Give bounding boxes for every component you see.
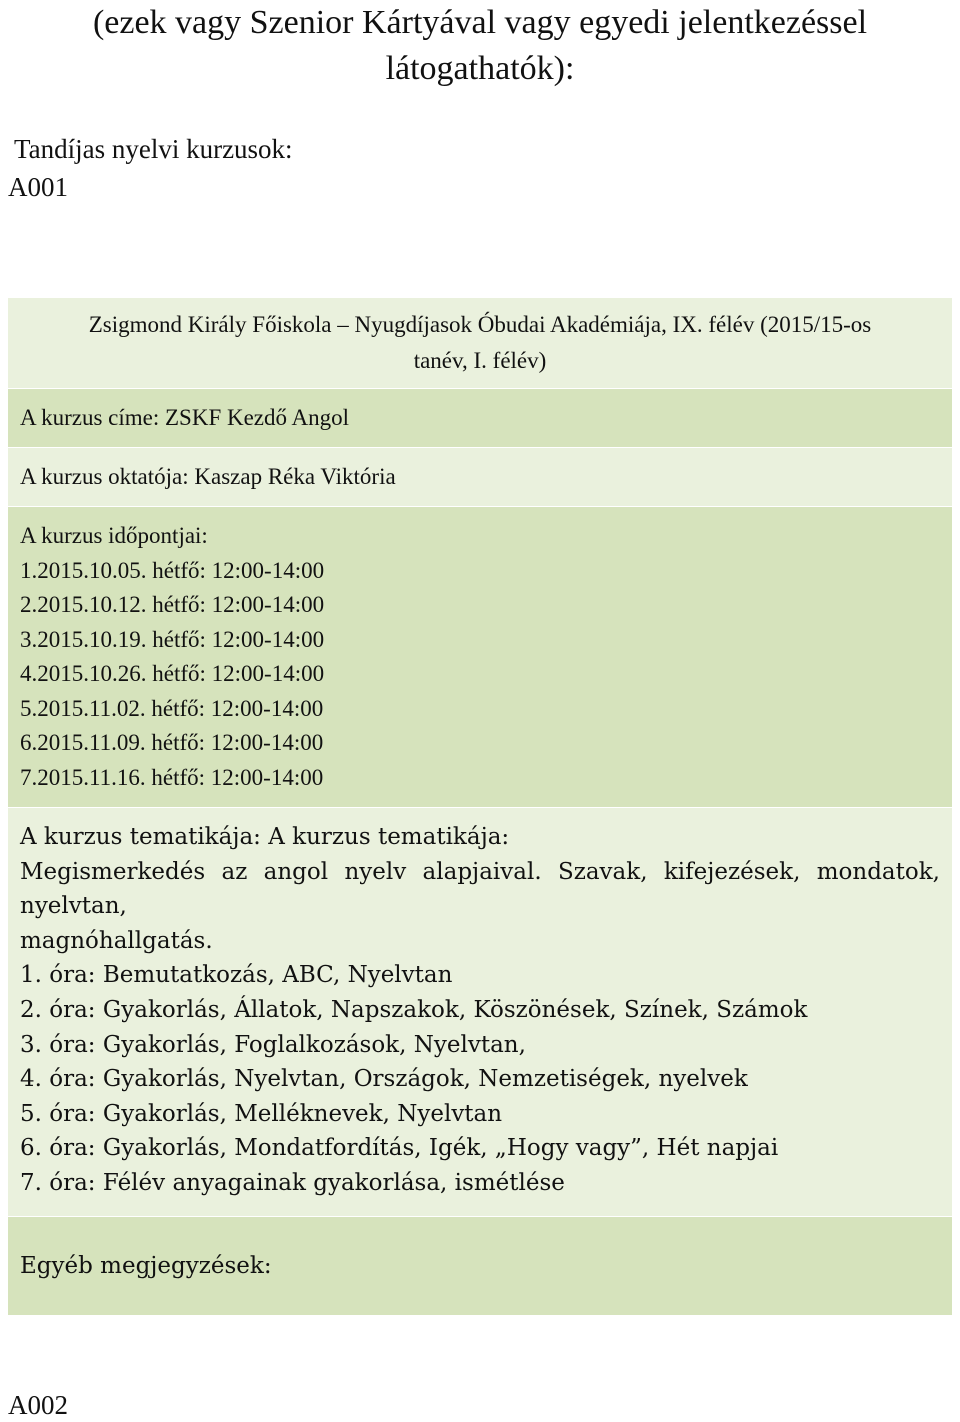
course-institution-row bbox=[8, 298, 953, 389]
schedule-label: A kurzus időpontjai: bbox=[20, 523, 208, 548]
lesson-item: 1. óra: Bemutatkozás, ABC, Nyelvtan bbox=[20, 962, 453, 989]
next-course-code: A002 bbox=[8, 1390, 68, 1420]
course-topics-cell bbox=[8, 808, 953, 1217]
schedule-item: 5.2015.11.02. hétfő: 12:00-14:00 bbox=[20, 695, 324, 721]
course-schedule-row bbox=[8, 507, 953, 808]
lesson-item: 5. óra: Gyakorlás, Melléknevek, Nyelvtan bbox=[20, 1100, 503, 1127]
course-institution-line-1: Zsigmond Király Főiskola – Nyugdíjasok Óbudai Akadémiája, IX. félév (2015/15-os bbox=[88, 312, 872, 337]
course-notes: Egyéb megjegyzések: bbox=[8, 1217, 953, 1316]
lesson-item: 7. óra: Félév anyagainak gyakorlása, ismétlése bbox=[20, 1169, 565, 1196]
course-instructor: A kurzus oktatója: Kaszap Réka Viktória bbox=[8, 448, 953, 507]
course-topics-row bbox=[8, 808, 953, 1217]
course-name-row bbox=[8, 389, 953, 448]
course-schedule-cell bbox=[8, 507, 953, 808]
course-code: A001 bbox=[8, 172, 68, 202]
course-notes-row bbox=[8, 1217, 953, 1316]
course-name: A kurzus címe: ZSKF Kezdő Angol bbox=[8, 389, 953, 448]
schedule-item: 6.2015.11.09. hétfő: 12:00-14:00 bbox=[20, 730, 324, 755]
page-heading-line-2: látogathatók): bbox=[385, 50, 575, 87]
topics-intro-line-1: Megismerkedés az angol nyelv alapjaival. Szavak, kifejezések, mondatok, nyelvtan, bbox=[20, 858, 940, 920]
section-label: Tandíjas nyelvi kurzusok: bbox=[14, 134, 293, 164]
schedule-item: 7.2015.11.16. hétfő: 12:00-14:00 bbox=[20, 764, 324, 790]
course-table bbox=[7, 297, 953, 1316]
course-institution-cell bbox=[8, 298, 953, 389]
schedule-item: 4.2015.10.26. hétfő: 12:00-14:00 bbox=[20, 661, 325, 686]
lesson-item: 6. óra: Gyakorlás, Mondatfordítás, Igék, „Hogy vagy”, Hét napjai bbox=[20, 1135, 779, 1162]
course-institution-line-2: tanév, I. félév) bbox=[413, 348, 547, 373]
topics-label: A kurzus tematikája: A kurzus tematikája: bbox=[20, 824, 510, 850]
course-instructor-row bbox=[8, 448, 953, 507]
schedule-item: 2.2015.10.12. hétfő: 12:00-14:00 bbox=[20, 592, 325, 617]
page-heading-line-1: (ezek vagy Szenior Kártyával vagy egyedi jelentkezéssel bbox=[92, 4, 868, 41]
topics-intro-line-2: magnóhallgatás. bbox=[20, 927, 213, 954]
lesson-item: 4. óra: Gyakorlás, Nyelvtan, Országok, Nemzetiségek, nyelvek bbox=[20, 1066, 748, 1093]
schedule-item: 3.2015.10.19. hétfő: 12:00-14:00 bbox=[20, 626, 325, 652]
lesson-item: 3. óra: Gyakorlás, Foglalkozások, Nyelvtan, bbox=[20, 1031, 526, 1058]
lesson-item: 2. óra: Gyakorlás, Állatok, Napszakok, Köszönések, Színek, Számok bbox=[20, 996, 808, 1023]
schedule-item: 1.2015.10.05. hétfő: 12:00-14:00 bbox=[20, 557, 325, 583]
